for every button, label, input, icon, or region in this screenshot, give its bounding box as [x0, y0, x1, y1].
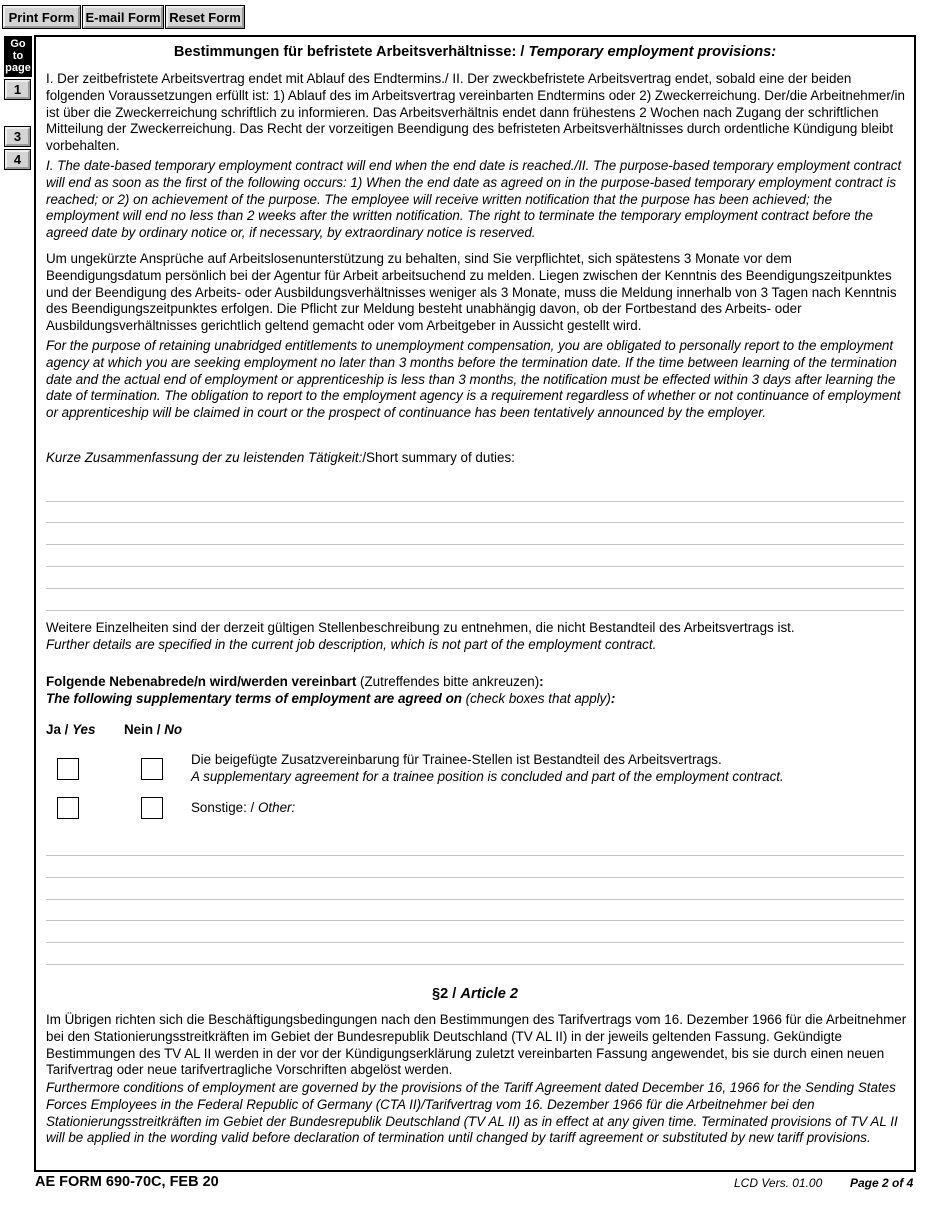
email-form-button[interactable]: E-mail Form: [83, 6, 163, 28]
version-label: LCD Vers. 01.00: [734, 1176, 823, 1190]
unemployment-text-de: Um ungekürzte Ansprüche auf Arbeitslosenunterstützung zu behalten, sind Sie verpflichtet, sich spätestens 3 Monate vor dem Beendigungsdatum persönlich bei der Agentur für Arbeit arbeitsuchend zu melden. Liegen zwischen der Kenntnis des Beendigungszeitpunktes und der Beendigung des Arbeits- oder Ausbildungsverhältnisses weniger als 3 Monate, muss die Meldung innerhalb von 3 Tagen nach Kenntnis des Beendigungszeitpunktes erfolgen. Die Pflicht zur Meldung besteht unabhängig davon, ob der Fortbestand des Arbeits- oder Ausbildungsverhältnisses gerichtlich geltend gemacht oder vom Arbeitgeber in Aussicht gestellt wird.: [46, 251, 897, 334]
page-number: Page 2 of 4: [850, 1176, 914, 1190]
details-text-de: Weitere Einzelheiten sind der derzeit gültigen Stellenbeschreibung zu entnehmen, die nicht Bestandteil des Arbeitsvertrags ist.: [46, 620, 795, 635]
no-column-header: Nein / No: [124, 722, 183, 737]
trainee-option-de: Die beigefügte Zusatzvereinbarung für Trainee-Stellen ist Bestandteil des Arbeitsvertrags.: [191, 752, 722, 767]
supplementary-heading-de: Folgende Nebenabrede/n wird/werden vereinbart (Zutreffendes bitte ankreuzen):: [46, 674, 544, 689]
supplementary-heading-en: The following supplementary terms of employment are agreed on (check boxes that apply):: [46, 691, 616, 706]
print-form-button[interactable]: Print Form: [3, 6, 80, 28]
other-yes-checkbox[interactable]: [57, 797, 79, 819]
page-title: Bestimmungen für befristete Arbeitsverhältnisse: / Temporary employment provisions:: [173, 44, 777, 60]
article-2-text-en: Furthermore conditions of employment are governed by the provisions of the Tariff Agreement dated December 16, 1966 for the Sending States Forces Employees in the Federal Republic of Germany (CTA II)/Tarifvertrag vom 16. Dezember 1966 für die Arbeitnehmer bei den Stationierungsstreitkräften im Gebiet der Bundesrepublik Deutschland (TV AL II) as in effect at any given time. Terminated provisions of TV AL II will be applied in the wording valid before declaration of termination until changed by tariff agreement or substituted by new tariff provisions.: [46, 1080, 898, 1146]
article-2-text-de: Im Übrigen richten sich die Beschäftigungsbedingungen nach den Bestimmungen des Tarifvertrags vom 16. Dezember 1966 für die Arbeitnehmer bei den Stationierungsstreitkräften im Gebiet der Bundesrepublik Deutschland (TV AL II) in der jeweils geltenden Fassung. Gekündigte Bestimmungen des TV AL II werden in der vor der Kündigungserklärung zuletzt vereinbarten Fassung angewendet, bis sie durch einen neuen Tarifvertrag oder neue tarifvertragliche Vorschriften abgelöst werden.: [46, 1012, 907, 1078]
provisions-text-en: I. The date-based temporary employment contract will end when the end date is reached./II. The purpose-based temporary employment contract will end as soon as the first of the following occurs: 1) When the end date as agreed on in the purpose-based temporary employment contract is reached; or 2) on achievement of the purpose. The employee will receive written notification that the purpose has been achieved; the employment will end no less than 2 weeks after the written notification. The right to terminate the temporary employment contract before the agreed date by ordinary notice or, if necessary, by extraordinary notice is reserved.: [46, 158, 902, 241]
article-2-heading: §2 / Article 2: [432, 986, 518, 1002]
trainee-yes-checkbox[interactable]: [57, 758, 79, 780]
reset-form-button[interactable]: Reset Form: [166, 6, 244, 28]
go-to-page-4-button[interactable]: 4: [5, 150, 30, 169]
unemployment-text-en: For the purpose of retaining unabridged entitlements to unemployment compensation, you are obligated to personally report to the employment agency at which you are seeking employment no later than 3 months before the termination date. If the time between learning of the termination date and the actual end of employment or apprenticeship is less than 3 months, the notification must be effected within 3 days after learning the date of termination. The obligation to report to the employment agency is a requirement regardless of whether or not continuance of employment or apprenticeship will be claimed in court or the prospect of continuance has been tentatively announced by the employer.: [46, 338, 901, 421]
provisions-text-de: I. Der zeitbefristete Arbeitsvertrag endet mit Ablauf des Endtermins./ II. Der zweckbefristete Arbeitsvertrag endet, sobald eine der beiden folgenden Voraussetzungen erfüllt ist: 1) Ablauf des im Arbeitsvertrag vereinbarten Endtermins oder 2) Zweckerreichung. Der/die Arbeitnehmer/in ist über die Zweckerreichung schriftlich zu informieren. Das Arbeitsverhältnis endet dann frühestens 2 Wochen nach Zugang der schriftlichen Mitteilung der Zweckerreichung. Das Recht der vorzeitigen Beendigung des befristeten Arbeitsverhältnisses durch ordentliche Kündigung bleibt vorbehalten.: [46, 71, 905, 154]
duties-summary-label: Kurze Zusammenfassung der zu leistenden Tätigkeit:/Short summary of duties:: [46, 450, 515, 465]
form-number: AE FORM 690-70C, FEB 20: [35, 1174, 219, 1190]
go-to-page-label: Go to page: [4, 36, 32, 77]
trainee-no-checkbox[interactable]: [141, 758, 163, 780]
details-text-en: Further details are specified in the current job description, which is not part of the employment contract.: [46, 637, 657, 652]
go-to-page-3-button[interactable]: 3: [5, 127, 30, 146]
trainee-option-en: A supplementary agreement for a trainee position is concluded and part of the employment contract.: [191, 769, 784, 784]
other-no-checkbox[interactable]: [141, 797, 163, 819]
go-to-page-1-button[interactable]: 1: [5, 80, 30, 99]
yes-column-header: Ja / Yes: [46, 722, 96, 737]
other-option-label: Sonstige: / Other:: [191, 800, 296, 815]
